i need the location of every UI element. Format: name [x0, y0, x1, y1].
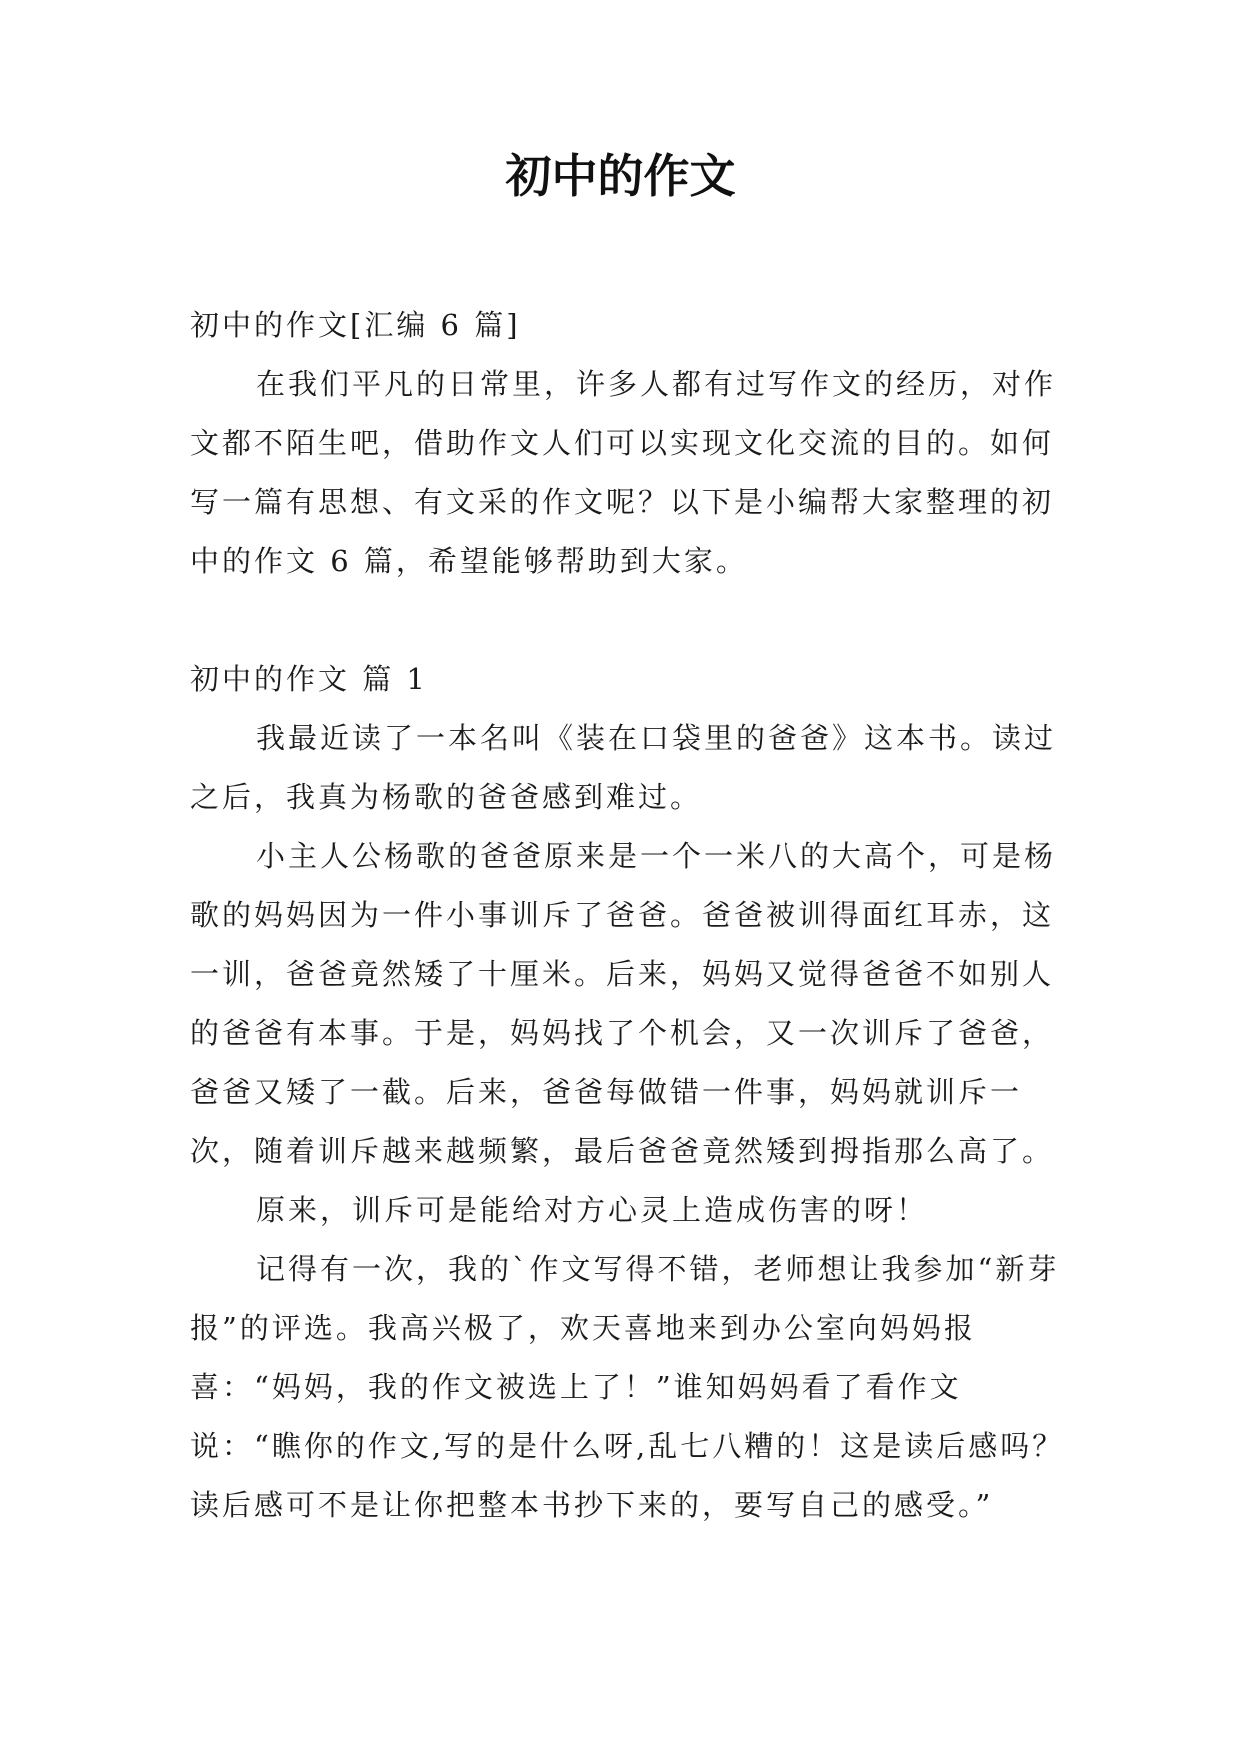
section-heading: 初中的作文 篇 1: [190, 662, 428, 696]
intro-paragraph: 在我们平凡的日常里，许多人都有过写作文的经历，对作文都不陌生吧，借助作文人们可以实现文化交流的目的。如何写一篇有思想、有文采的作文呢？以下是小编帮大家整理的初中的作文 6 篇，希望能够帮助到大家。: [190, 367, 1057, 578]
body-paragraph: 小主人公杨歌的爸爸原来是一个一米八的大高个，可是杨歌的妈妈因为一件小事训斥了爸爸。爸爸被训得面红耳赤，这一训，爸爸竟然矮了十厘米。后来，妈妈又觉得爸爸不如别人的爸爸有本事。于是，妈妈找了个机会，又一次训斥了爸爸，爸爸又矮了一截。后来，爸爸每做错一件事，妈妈就训斥一次，随着训斥越来越频繁，最后爸爸竟然矮到拇指那么高了。: [190, 839, 1057, 1168]
body-paragraph: 原来，训斥可是能给对方心灵上造成伤害的呀！: [256, 1193, 929, 1227]
section-spacer: [190, 591, 1070, 650]
document-body: [190, 296, 1070, 1535]
body-paragraph: 我最近读了一本名叫《装在口袋里的爸爸》这本书。读过之后，我真为杨歌的爸爸感到难过。: [190, 721, 1057, 814]
page-title: 初中的作文: [505, 149, 736, 203]
body-paragraph: 记得有一次，我的`作文写得不错，老师想让我参加“新芽报”的评选。我高兴极了，欢天喜地来到办公室向妈妈报喜：“妈妈，我的作文被选上了！”谁知妈妈看了看作文说：“瞧你的作文,写的是什么呀,乱七八糟的！这是读后感吗？读后感可不是让你把整本书抄下来的，要写自己的感受。”: [190, 1252, 1065, 1522]
collection-subtitle: 初中的作文[汇编 6 篇]: [190, 308, 521, 342]
